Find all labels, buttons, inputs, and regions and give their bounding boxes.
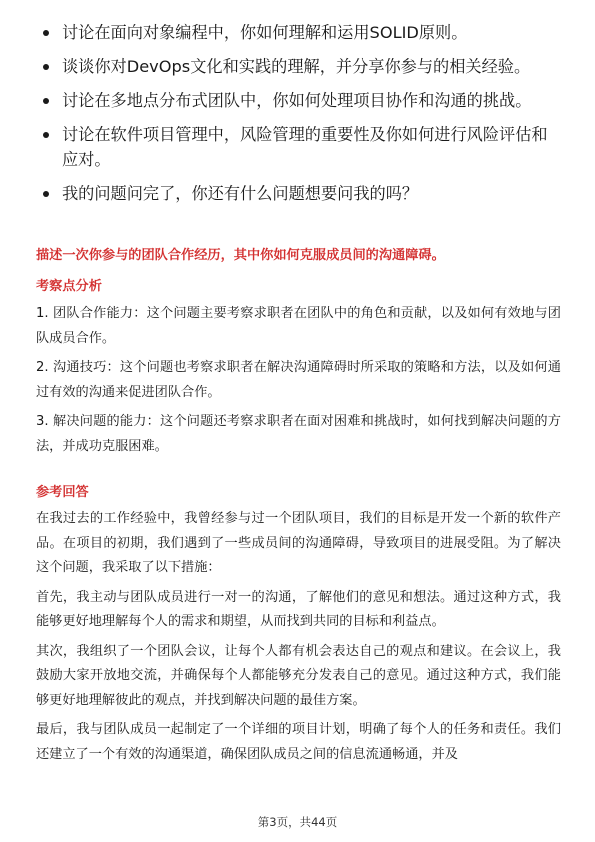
answer-section: [36, 507, 561, 772]
analysis-section: [36, 302, 561, 464]
answer-paragraph: 在我过去的工作经验中，我曾经参与过一个团队项目，我们的目标是开发一个新的软件产品。在项目的初期，我们遇到了一些成员间的沟通障碍，导致项目的进展受阻。为了解决这个问题，我采取了以下措施：: [36, 511, 561, 575]
question-heading: 描述一次你参与的团队合作经历，其中你如何克服成员间的沟通障碍。: [36, 248, 445, 263]
analysis-section-title: 考察点分析: [36, 279, 102, 294]
answer-paragraph: 最后，我与团队成员一起制定了一个详细的项目计划，明确了每个人的任务和责任。我们还建立了一个有效的沟通渠道，确保团队成员之间的信息流通畅通，并及: [36, 722, 561, 762]
analysis-item: 1. 团队合作能力：这个问题主要考察求职者在团队中的角色和贡献，以及如何有效地与团队成员合作。: [36, 306, 561, 346]
answer-section-title: 参考回答: [36, 485, 89, 500]
answer-paragraph: 首先，我主动与团队成员进行一对一的沟通，了解他们的意见和想法。通过这种方式，我能够更好地理解每个人的需求和期望，从而找到共同的目标和利益点。: [36, 589, 561, 629]
question-bullet-list: [36, 20, 561, 215]
analysis-item: 3. 解决问题的能力：这个问题还考察求职者在面对困难和挑战时，如何找到解决问题的方法，并成功克服困难。: [36, 414, 561, 454]
answer-paragraph: 其次，我组织了一个团队会议，让每个人都有机会表达自己的观点和建议。在会议上，我鼓励大家开放地交流，并确保每个人都能够充分发表自己的意见。通过这种方式，我们能够更好地理解彼此的观点，并找到解决问题的最佳方案。: [36, 643, 561, 708]
bullet-item: 我的问题问完了，你还有什么问题想要问我的吗？: [36, 181, 561, 206]
bullet-item: 讨论在多地点分布式团队中，你如何处理项目协作和沟通的挑战。: [36, 88, 561, 113]
analysis-item: 2. 沟通技巧：这个问题也考察求职者在解决沟通障碍时所采取的策略和方法，以及如何通过有效的沟通来促进团队合作。: [36, 360, 561, 400]
bullet-item: 讨论在面向对象编程中，你如何理解和运用SOLID原则。: [36, 20, 561, 45]
bullet-item: 谈谈你对DevOps文化和实践的理解，并分享你参与的相关经验。: [36, 54, 561, 79]
page-number-footer: 第3页，共44页: [257, 815, 338, 829]
bullet-item: 讨论在软件项目管理中，风险管理的重要性及你如何进行风险评估和应对。: [36, 122, 561, 172]
